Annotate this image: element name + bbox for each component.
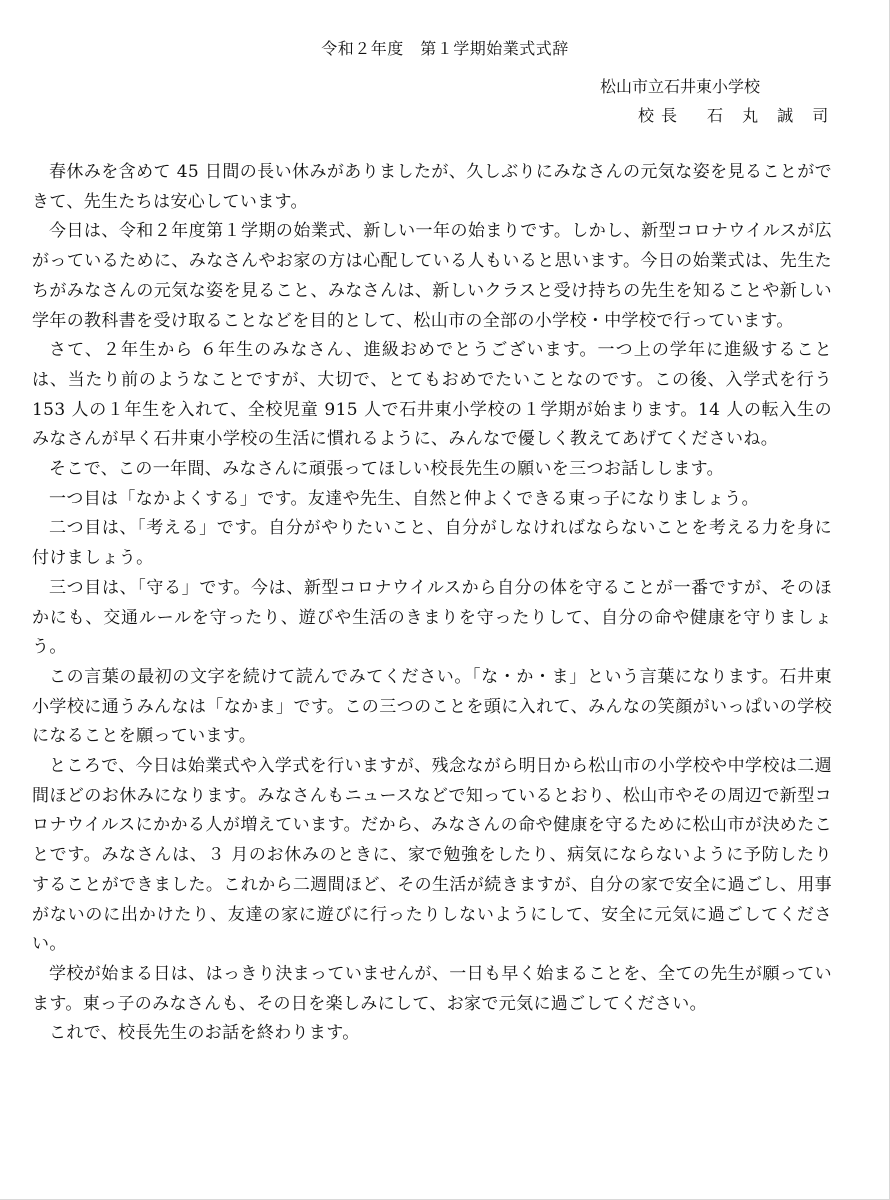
paragraph: 今日は、令和２年度第１学期の始業式、新しい一年の始まりです。しかし、新型コロナウイルスが広がっているために、みなさんやお家の方は心配している人もいると思います。今日の始業式は、先生たちがみなさんの元気な姿を見ること、みなさんは、新しいクラスと受け持ちの先生を知ることや新しい学年の教科書を受け取ることなどを目的として、松山市の全部の小学校・中学校で行っています。	[32, 221, 832, 331]
principal-name: 校長 石 丸 誠 司	[638, 106, 836, 125]
paragraph: 三つ目は、「守る」です。今は、新型コロナウイルスから自分の体を守ることが一番ですが、そのほかにも、交通ルールを守ったり、遊びや生活のきまりを守ったりして、自分の命や健康を守りましょう。	[32, 577, 832, 658]
school-name: 松山市立石井東小学校	[600, 77, 761, 96]
paragraph: さて、２年生から ６年生のみなさん、進級おめでとうございます。一つ上の学年に進級することは、当たり前のようなことですが、大切で、とてもおめでたいことなのです。この後、入学式を行う 153 人の１年生を入れて、全校児童 915 人で石井東小学校の１学期が始まります。14 人の転入生のみなさんが早く石井東小学校の生活に慣れるように、みんなで優しく教えてあげてくださいね。	[32, 340, 832, 450]
paragraph: 学校が始まる日は、はっきり決まっていませんが、一日も早く始まることを、全ての先生が願っています。東っ子のみなさんも、その日を楽しみにして、お家で元気に過ごしてください。	[32, 963, 832, 1014]
paragraph: 一つ目は「なかよくする」です。友達や先生、自然と仲よくできる東っ子になりましょう。	[49, 488, 759, 509]
paragraph: 春休みを含めて 45 日間の長い休みがありましたが、久しぶりにみなさんの元気な姿を見ることができて、先生たちは安心しています。	[32, 162, 832, 212]
paragraph: そこで、この一年間、みなさんに頑張ってほしい校長先生の願いを三つお話しします。	[49, 459, 724, 480]
paragraph: これで、校長先生のお話を終わります。	[49, 1023, 360, 1044]
paragraph: この言葉の最初の文字を続けて読んでみてください。「な・か・ま」という言葉になります。石井東小学校に通うみんなは「なかま」です。この三つのことを頭に入れて、みんなの笑顔がいっぱいの学校になることを願っています。	[32, 666, 832, 747]
document-title: 令和２年度 第１学期始業式式辞	[321, 39, 569, 58]
paragraph: 二つ目は、「考える」です。自分がやりたいこと、自分がしなければならないことを考える力を身に付けましょう。	[32, 518, 832, 569]
paragraph: ところで、今日は始業式や入学式を行いますが、残念ながら明日から松山市の小学校や中学校は二週間ほどのお休みになります。みなさんもニュースなどで知っているとおり、松山市やその周辺で新型コロナウイルスにかかる人が増えています。だから、みなさんの命や健康を守るために松山市が決めたことです。みなさんは、３ 月のお休みのときに、家で勉強をしたり、病気にならないように予防したりすることができました。これから二週間ほど、その生活が続きますが、自分の家で安全に過ごし、用事がないのに出かけたり、友達の家に遊びに行ったりしないようにして、安全に元気に過ごしてください。	[32, 756, 832, 955]
speech-body	[32, 158, 832, 1049]
